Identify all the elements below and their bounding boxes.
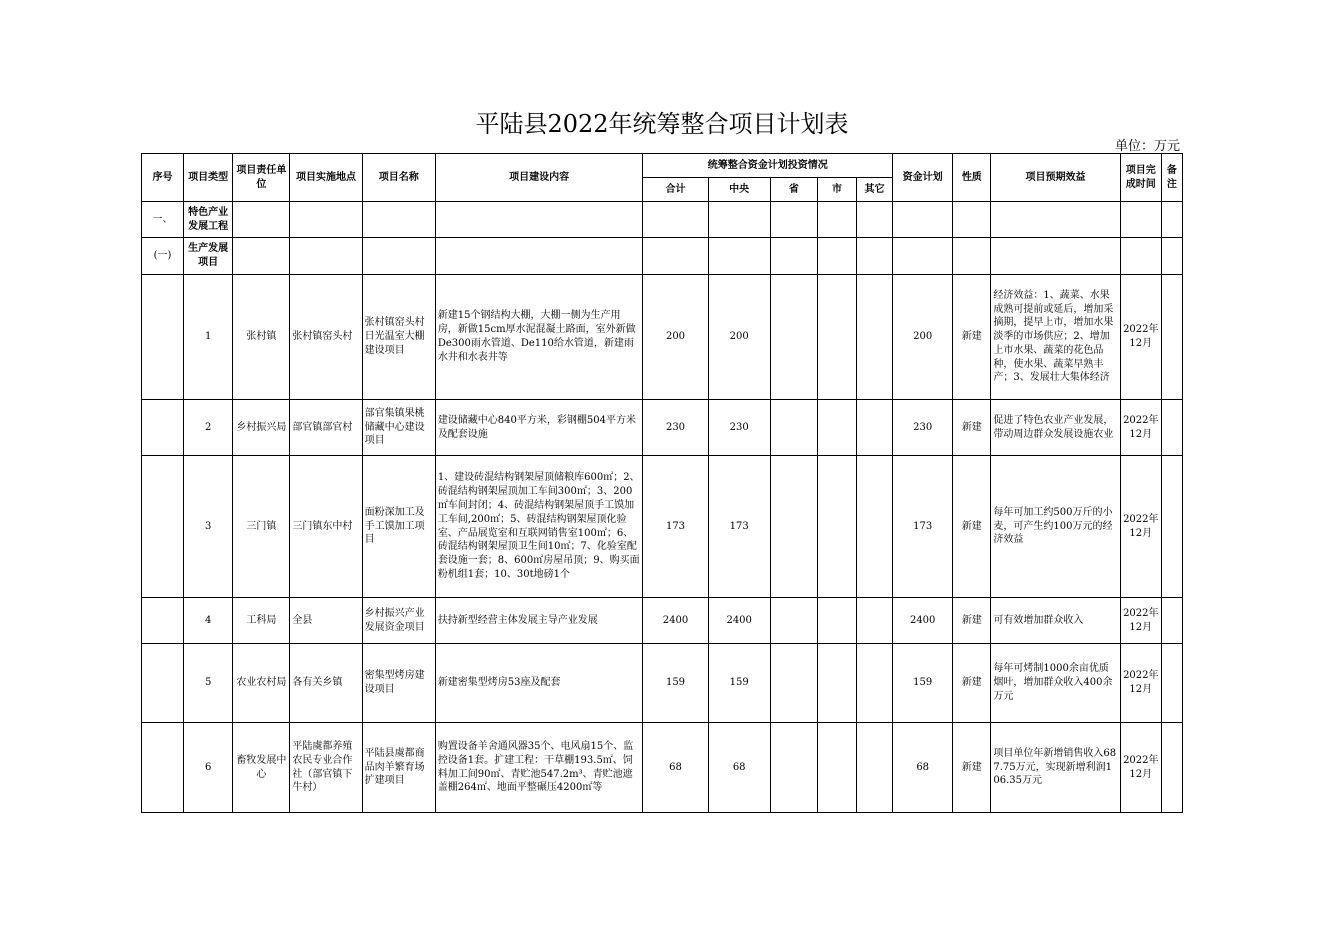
- row-finish: 2022年12月: [1120, 275, 1161, 400]
- row-province: [770, 598, 817, 644]
- row-nature: 新建: [953, 598, 991, 644]
- row-plan: 2400: [893, 598, 953, 644]
- row-total: 2400: [643, 598, 708, 644]
- row-place: 各有关乡镇: [290, 644, 362, 723]
- section-label: 特色产业发展工程: [184, 202, 233, 238]
- row-no: 1: [184, 275, 233, 400]
- row-province: [770, 400, 817, 456]
- row-content: 新建密集型烤房53座及配套: [435, 644, 643, 723]
- col-unit-header: 项目责任单位: [233, 154, 290, 202]
- row-total: 200: [643, 275, 708, 400]
- row-unit: 乡村振兴局: [233, 400, 290, 456]
- row-finish: 2022年12月: [1120, 723, 1161, 813]
- col-benefit-header: 项目预期效益: [991, 154, 1120, 202]
- row-remark: [1161, 598, 1182, 644]
- row-place: 张村镇窑头村: [290, 275, 362, 400]
- row-place: 部官镇部官村: [290, 400, 362, 456]
- row-city: [817, 456, 856, 598]
- row-remark: [1161, 456, 1182, 598]
- row-central: 2400: [708, 598, 770, 644]
- row-content: 新建15个钢结构大棚，大棚一侧为生产用房，新做15cm厚水泥混凝土路面，室外新做De300雨水管道、De110给水管道，新建雨水井和水表井等: [435, 275, 643, 400]
- col-funds-group-header: 统筹整合资金计划投资情况: [643, 154, 893, 178]
- section-seq: (一): [142, 238, 184, 275]
- table-row: [142, 644, 1183, 723]
- row-other: [857, 598, 893, 644]
- row-province: [770, 456, 817, 598]
- row-name: 密集型烤房建设项目: [362, 644, 435, 723]
- project-plan-table: [141, 153, 1183, 813]
- row-name: 部官集镇果桃储藏中心建设项目: [362, 400, 435, 456]
- row-other: [857, 644, 893, 723]
- row-city: [817, 400, 856, 456]
- col-seq-header: 序号: [142, 154, 184, 202]
- row-remark: [1161, 275, 1182, 400]
- table-row: [142, 456, 1183, 598]
- row-other: [857, 456, 893, 598]
- col-type-header: 项目类型: [184, 154, 233, 202]
- row-place: 三门镇东中村: [290, 456, 362, 598]
- row-other: [857, 275, 893, 400]
- row-no: 2: [184, 400, 233, 456]
- row-content: 建设储藏中心840平方米，彩钢棚504平方米及配套设施: [435, 400, 643, 456]
- row-finish: 2022年12月: [1120, 598, 1161, 644]
- col-name-header: 项目名称: [362, 154, 435, 202]
- row-place: 全县: [290, 598, 362, 644]
- row-name: 张村镇窑头村日光温室大棚建设项目: [362, 275, 435, 400]
- row-other: [857, 400, 893, 456]
- row-central: 200: [708, 275, 770, 400]
- row-central: 230: [708, 400, 770, 456]
- row-finish: 2022年12月: [1120, 456, 1161, 598]
- col-finish-header: 项目完成时间: [1120, 154, 1161, 202]
- row-total: 173: [643, 456, 708, 598]
- row-no: 6: [184, 723, 233, 813]
- row-name: 平陆县虞都商品肉羊繁育场扩建项目: [362, 723, 435, 813]
- row-total: 159: [643, 644, 708, 723]
- row-nature: 新建: [953, 400, 991, 456]
- unit-label: 单位：万元: [1114, 139, 1180, 154]
- row-nature: 新建: [953, 456, 991, 598]
- row-city: [817, 723, 856, 813]
- row-benefit: 每年可加工约500万斤的小麦，可产生约100万元的经济效益: [991, 456, 1120, 598]
- row-nature: 新建: [953, 275, 991, 400]
- row-central: 173: [708, 456, 770, 598]
- row-nature: 新建: [953, 723, 991, 813]
- row-benefit: 可有效增加群众收入: [991, 598, 1120, 644]
- row-plan: 159: [893, 644, 953, 723]
- row-unit: 农业农村局: [233, 644, 290, 723]
- row-content: 扶持新型经营主体发展主导产业发展: [435, 598, 643, 644]
- row-province: [770, 644, 817, 723]
- row-finish: 2022年12月: [1120, 400, 1161, 456]
- row-city: [817, 644, 856, 723]
- row-unit: 畜牧发展中心: [233, 723, 290, 813]
- row-plan: 68: [893, 723, 953, 813]
- row-total: 230: [643, 400, 708, 456]
- row-remark: [1161, 723, 1182, 813]
- col-province-header: 省: [770, 178, 817, 202]
- table-row: [142, 275, 1183, 400]
- header-row: [142, 154, 1183, 178]
- row-benefit: 每年可烤制1000余亩优质烟叶，增加群众收入400余万元: [991, 644, 1120, 723]
- col-nature-header: 性质: [953, 154, 991, 202]
- col-plan-header: 资金计划: [893, 154, 953, 202]
- row-central: 159: [708, 644, 770, 723]
- row-no: 5: [184, 644, 233, 723]
- row-plan: 230: [893, 400, 953, 456]
- row-no: 3: [184, 456, 233, 598]
- table-row: [142, 400, 1183, 456]
- row-city: [817, 598, 856, 644]
- row-plan: 200: [893, 275, 953, 400]
- row-province: [770, 723, 817, 813]
- row-no: 4: [184, 598, 233, 644]
- row-unit: 工科局: [233, 598, 290, 644]
- page-title: 平陆县2022年统筹整合项目计划表: [475, 110, 849, 138]
- row-city: [817, 275, 856, 400]
- row-benefit: 项目单位年新增销售收入687.75万元，实现新增利润106.35万元: [991, 723, 1120, 813]
- row-unit: 三门镇: [233, 456, 290, 598]
- table-row: [142, 723, 1183, 813]
- section-row: [142, 238, 1183, 275]
- row-content: 购置设备羊舍通风器35个、电风扇15个、监控设备1套。扩建工程：干草棚193.5㎡、饲料加工间90㎡、青贮池547.2m³、青贮池遮盖棚264㎡、地面平整碾压4200㎡等: [435, 723, 643, 813]
- row-place: 平陆虞都养殖农民专业合作社（部官镇下牛村）: [290, 723, 362, 813]
- col-place-header: 项目实施地点: [290, 154, 362, 202]
- row-name: 面粉深加工及手工馍加工项目: [362, 456, 435, 598]
- row-name: 乡村振兴产业发展资金项目: [362, 598, 435, 644]
- col-central-header: 中央: [708, 178, 770, 202]
- col-total-header: 合计: [643, 178, 708, 202]
- row-benefit: 促进了特色农业产业发展，带动周边群众发展设施农业: [991, 400, 1120, 456]
- section-label: 生产发展项目: [184, 238, 233, 275]
- row-remark: [1161, 400, 1182, 456]
- row-finish: 2022年12月: [1120, 644, 1161, 723]
- row-remark: [1161, 644, 1182, 723]
- row-total: 68: [643, 723, 708, 813]
- table-row: [142, 598, 1183, 644]
- col-remark-header: 备注: [1161, 154, 1182, 202]
- col-city-header: 市: [817, 178, 856, 202]
- row-benefit: 经济效益：1、蔬菜、水果成熟可提前或延后，增加采摘期，提早上市，增加水果淡季的市场供应；2、增加上市水果、蔬菜的花色品种，使水果、蔬菜早熟丰产；3、发展壮大集体经济: [991, 275, 1120, 400]
- section-row: [142, 202, 1183, 238]
- col-other-header: 其它: [857, 178, 893, 202]
- row-content: 1、建设砖混结构钢架屋顶储粮库600㎡；2、砖混结构钢架屋顶加工车间300㎡；3、200㎡车间封闭；4、砖混结构钢架屋顶手工馍加工车间,200㎡；5、砖混结构钢架屋顶化验室、产品展览室和互联网销售室100㎡；6、砖混结构钢架屋顶卫生间10㎡；7、化验室配套设施一套；8、600㎡房屋吊顶；9、购买面粉机组1套；10、30t地磅1个: [435, 456, 643, 598]
- row-central: 68: [708, 723, 770, 813]
- col-content-header: 项目建设内容: [435, 154, 643, 202]
- row-nature: 新建: [953, 644, 991, 723]
- row-province: [770, 275, 817, 400]
- row-other: [857, 723, 893, 813]
- section-seq: 一、: [142, 202, 184, 238]
- row-plan: 173: [893, 456, 953, 598]
- row-unit: 张村镇: [233, 275, 290, 400]
